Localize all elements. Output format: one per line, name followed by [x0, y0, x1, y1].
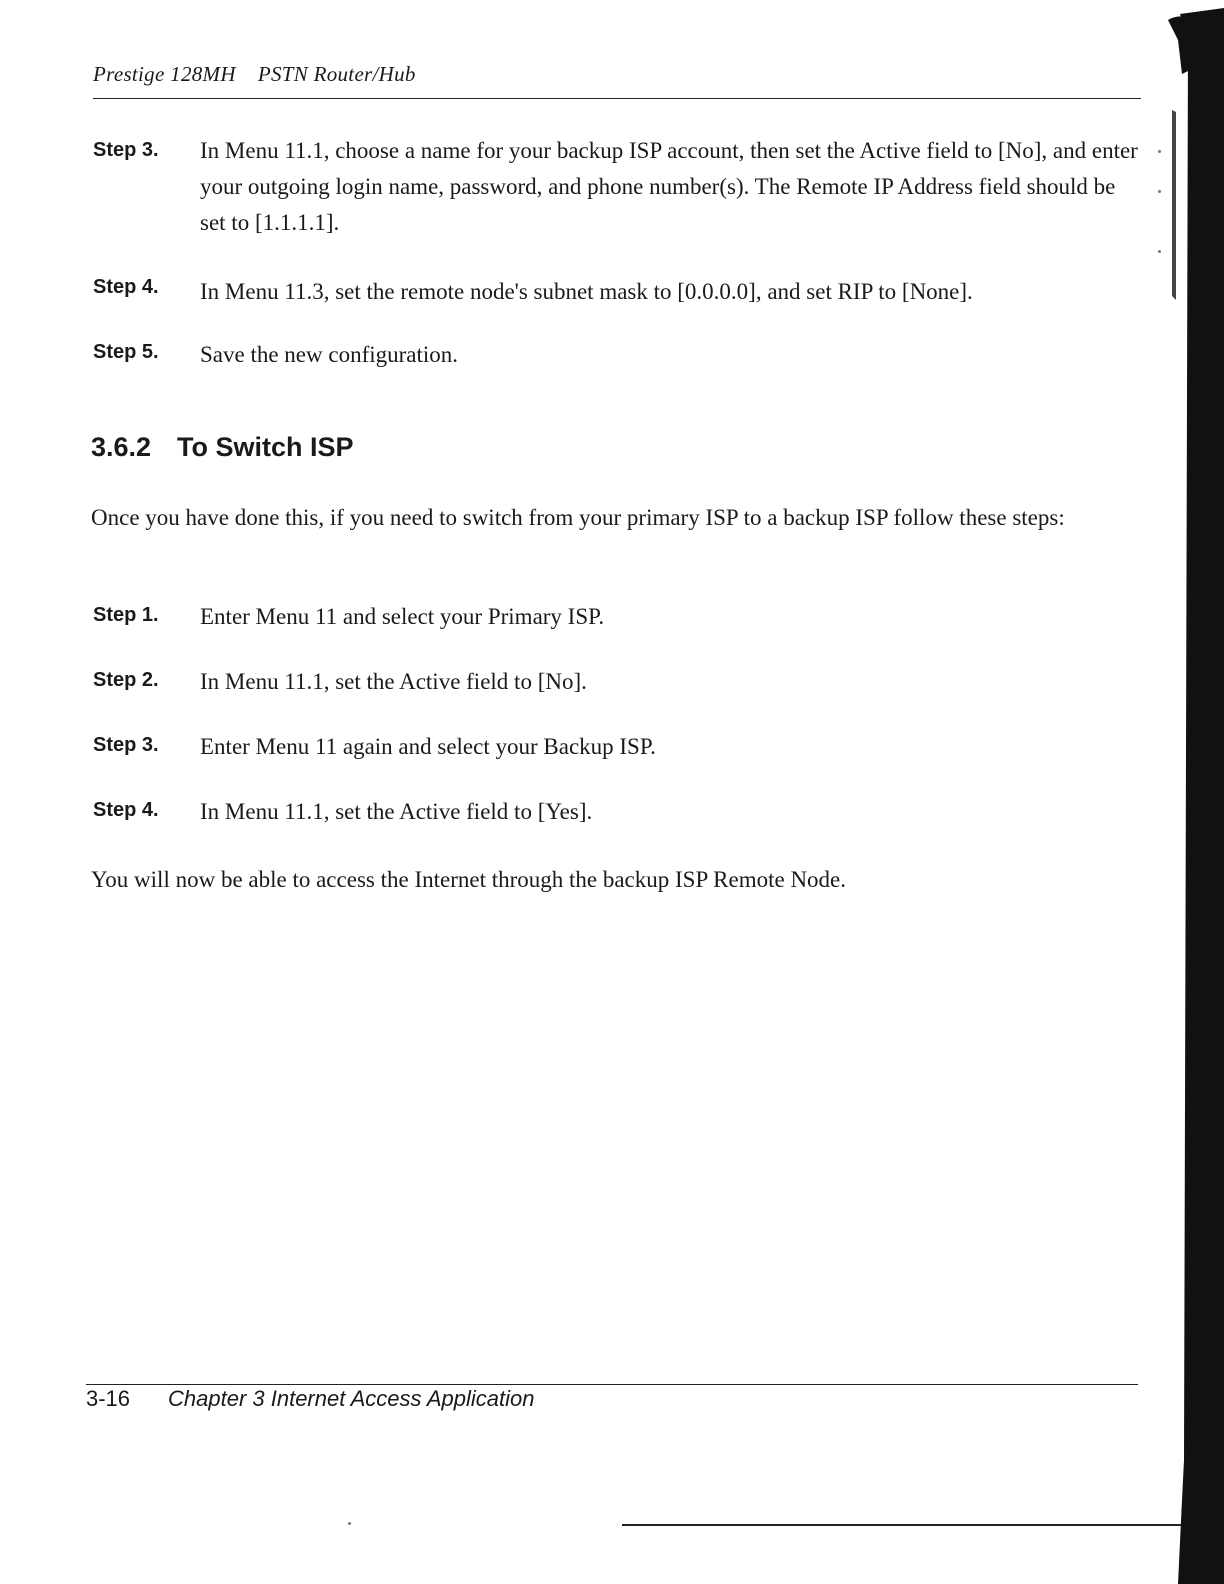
- page-number: 3-16: [86, 1386, 131, 1411]
- footer-rule: [86, 1384, 1138, 1385]
- header-subtitle: PSTN Router/Hub: [257, 62, 416, 86]
- step-text: In Menu 11.3, set the remote node's subnet mask to [0.0.0.0], and set RIP to [None].: [200, 279, 973, 304]
- step-label: Step 3.: [93, 139, 159, 161]
- running-header: [93, 62, 416, 87]
- scan-speck: [1158, 190, 1161, 193]
- section-title: To Switch ISP: [177, 432, 354, 462]
- scan-speck: [1158, 150, 1161, 153]
- step-text: In Menu 11.1, set the Active field to [No].: [200, 669, 587, 694]
- step-label: Step 4.: [93, 276, 159, 298]
- section-heading: [91, 432, 354, 463]
- step-label: Step 2.: [93, 669, 159, 691]
- scan-speck: [1158, 250, 1161, 253]
- step-text: Save the new configuration.: [200, 342, 459, 367]
- step-text: Enter Menu 11 again and select your Backup ISP.: [200, 734, 656, 759]
- header-rule: [93, 98, 1141, 99]
- intro-paragraph: Once you have done this, if you need to switch from your primary ISP to a backup ISP follow these steps:: [91, 505, 1065, 530]
- scan-bottom-rule: [622, 1524, 1182, 1526]
- step-text: In Menu 11.1, choose a name for your backup ISP account, then set the Active field to [No], and enter your outgoing login name, password, and phone number(s). The Remote IP Address field should be set to [1.1.1.1].: [200, 138, 1138, 235]
- header-product: Prestige 128MH: [93, 62, 236, 86]
- section-number: 3.6.2: [91, 432, 152, 462]
- step-label: Step 5.: [93, 341, 159, 363]
- closing-paragraph: You will now be able to access the Internet through the backup ISP Remote Node.: [91, 867, 847, 892]
- scan-speck: [348, 1522, 351, 1525]
- step-text: In Menu 11.1, set the Active field to [Yes].: [200, 799, 593, 824]
- footer-chapter-title: Chapter 3 Internet Access Application: [168, 1386, 535, 1411]
- step-text: Enter Menu 11 and select your Primary ISP.: [200, 604, 605, 629]
- step-label: Step 1.: [93, 604, 159, 626]
- step-label: Step 3.: [93, 734, 159, 756]
- binding-edge: [1168, 0, 1224, 1584]
- step-label: Step 4.: [93, 799, 159, 821]
